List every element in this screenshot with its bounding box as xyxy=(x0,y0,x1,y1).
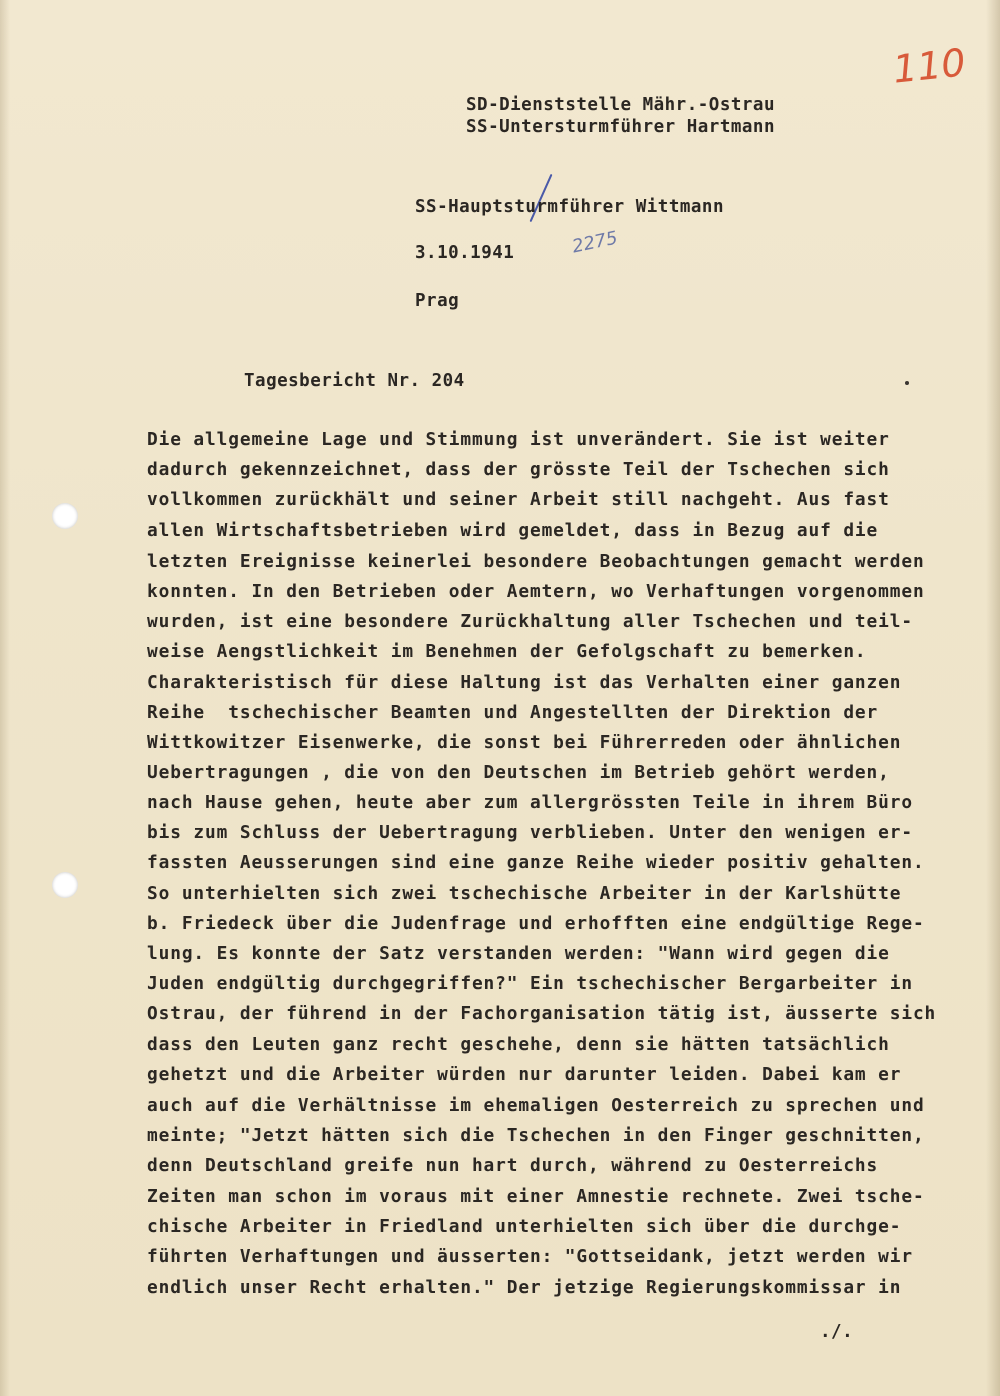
body-line: Charakteristisch für diese Haltung ist das Verhalten einer ganzen xyxy=(147,672,902,693)
report-title: Tagesbericht Nr. 204 xyxy=(244,371,465,391)
body-line: lung. Es konnte der Satz verstanden werden: "Wann wird gegen die xyxy=(147,943,890,964)
body-line: gehetzt und die Arbeiter würden nur darunter leiden. Dabei kam er xyxy=(147,1064,902,1085)
body-line: Wittkowitzer Eisenwerke, die sonst bei Führerreden oder ähnlichen xyxy=(147,732,902,753)
body-line: letzten Ereignisse keinerlei besondere Beobachtungen gemacht werden xyxy=(147,551,925,572)
body-line: auch auf die Verhältnisse im ehemaligen Oesterreich zu sprechen und xyxy=(147,1095,925,1116)
paper-edge-shadow-left xyxy=(0,0,10,1396)
body-line: fassten Aeusserungen sind eine ganze Reihe wieder positiv gehalten. xyxy=(147,852,925,873)
body-line: Ostrau, der führend in der Fachorganisation tätig ist, äusserte sich xyxy=(147,1003,937,1024)
body-line: führten Verhaftungen und äusserten: "Gottseidank, jetzt werden wir xyxy=(147,1246,913,1267)
sender-name: SS-Untersturmführer Hartmann xyxy=(466,117,776,137)
body-line: bis zum Schluss der Uebertragung verblieben. Unter den wenigen er- xyxy=(147,822,913,843)
pencil-note: 2275 xyxy=(570,227,620,258)
body-line: wurden, ist eine besondere Zurückhaltung aller Tschechen und teil- xyxy=(147,611,913,632)
handwritten-page-number: 110 xyxy=(890,40,968,92)
body-line: dass den Leuten ganz recht geschehe, denn sie hätten tatsächlich xyxy=(147,1034,890,1055)
body-line: Juden endgültig durchgegriffen?" Ein tschechischer Bergarbeiter in xyxy=(147,973,913,994)
sender-office: SD-Dienststelle Mähr.-Ostrau xyxy=(466,95,776,115)
body-line: denn Deutschland greife nun hart durch, während zu Oesterreichs xyxy=(147,1155,879,1176)
body-line: Zeiten man schon im voraus mit einer Amnestie rechnete. Zwei tsche- xyxy=(147,1186,925,1207)
paper-edge-shadow-right xyxy=(986,0,1000,1396)
body-line: allen Wirtschaftsbetrieben wird gemeldet, dass in Bezug auf die xyxy=(147,520,879,541)
body-line: Die allgemeine Lage und Stimmung ist unverändert. Sie ist weiter xyxy=(147,429,890,450)
stray-ink-dot xyxy=(905,381,909,385)
punch-hole-top xyxy=(52,503,78,529)
body-line: b. Friedeck über die Judenfrage und erhofften eine endgültige Rege- xyxy=(147,913,925,934)
body-line: weise Aengstlichkeit im Benehmen der Gefolgschaft zu bemerken. xyxy=(147,641,867,662)
punch-hole-bottom xyxy=(52,872,78,898)
document-place: Prag xyxy=(415,291,460,311)
body-line: meinte; "Jetzt hätten sich die Tschechen in den Finger geschnitten, xyxy=(147,1125,925,1146)
body-line: nach Hause gehen, heute aber zum allergrössten Teile in ihrem Büro xyxy=(147,792,913,813)
body-line: chische Arbeiter in Friedland unterhielten sich über die durchge- xyxy=(147,1216,902,1237)
body-line: dadurch gekennzeichnet, dass der grösste Teil der Tschechen sich xyxy=(147,459,890,480)
recipient: SS-Hauptsturmführer Wittmann xyxy=(415,197,725,217)
body-line: Reihe tschechischer Beamten und Angestellten der Direktion der xyxy=(147,702,879,723)
body-line: vollkommen zurückhält und seiner Arbeit still nachgeht. Aus fast xyxy=(147,489,890,510)
body-line: So unterhielten sich zwei tschechische Arbeiter in der Karlshütte xyxy=(147,883,902,904)
document-date: 3.10.1941 xyxy=(415,243,515,263)
body-line: endlich unser Recht erhalten." Der jetzige Regierungskommissar in xyxy=(147,1277,902,1298)
continuation-mark: ./. xyxy=(820,1322,854,1342)
body-line: Uebertragungen , die von den Deutschen im Betrieb gehört werden, xyxy=(147,762,890,783)
body-line: konnten. In den Betrieben oder Aemtern, wo Verhaftungen vorgenommen xyxy=(147,581,925,602)
